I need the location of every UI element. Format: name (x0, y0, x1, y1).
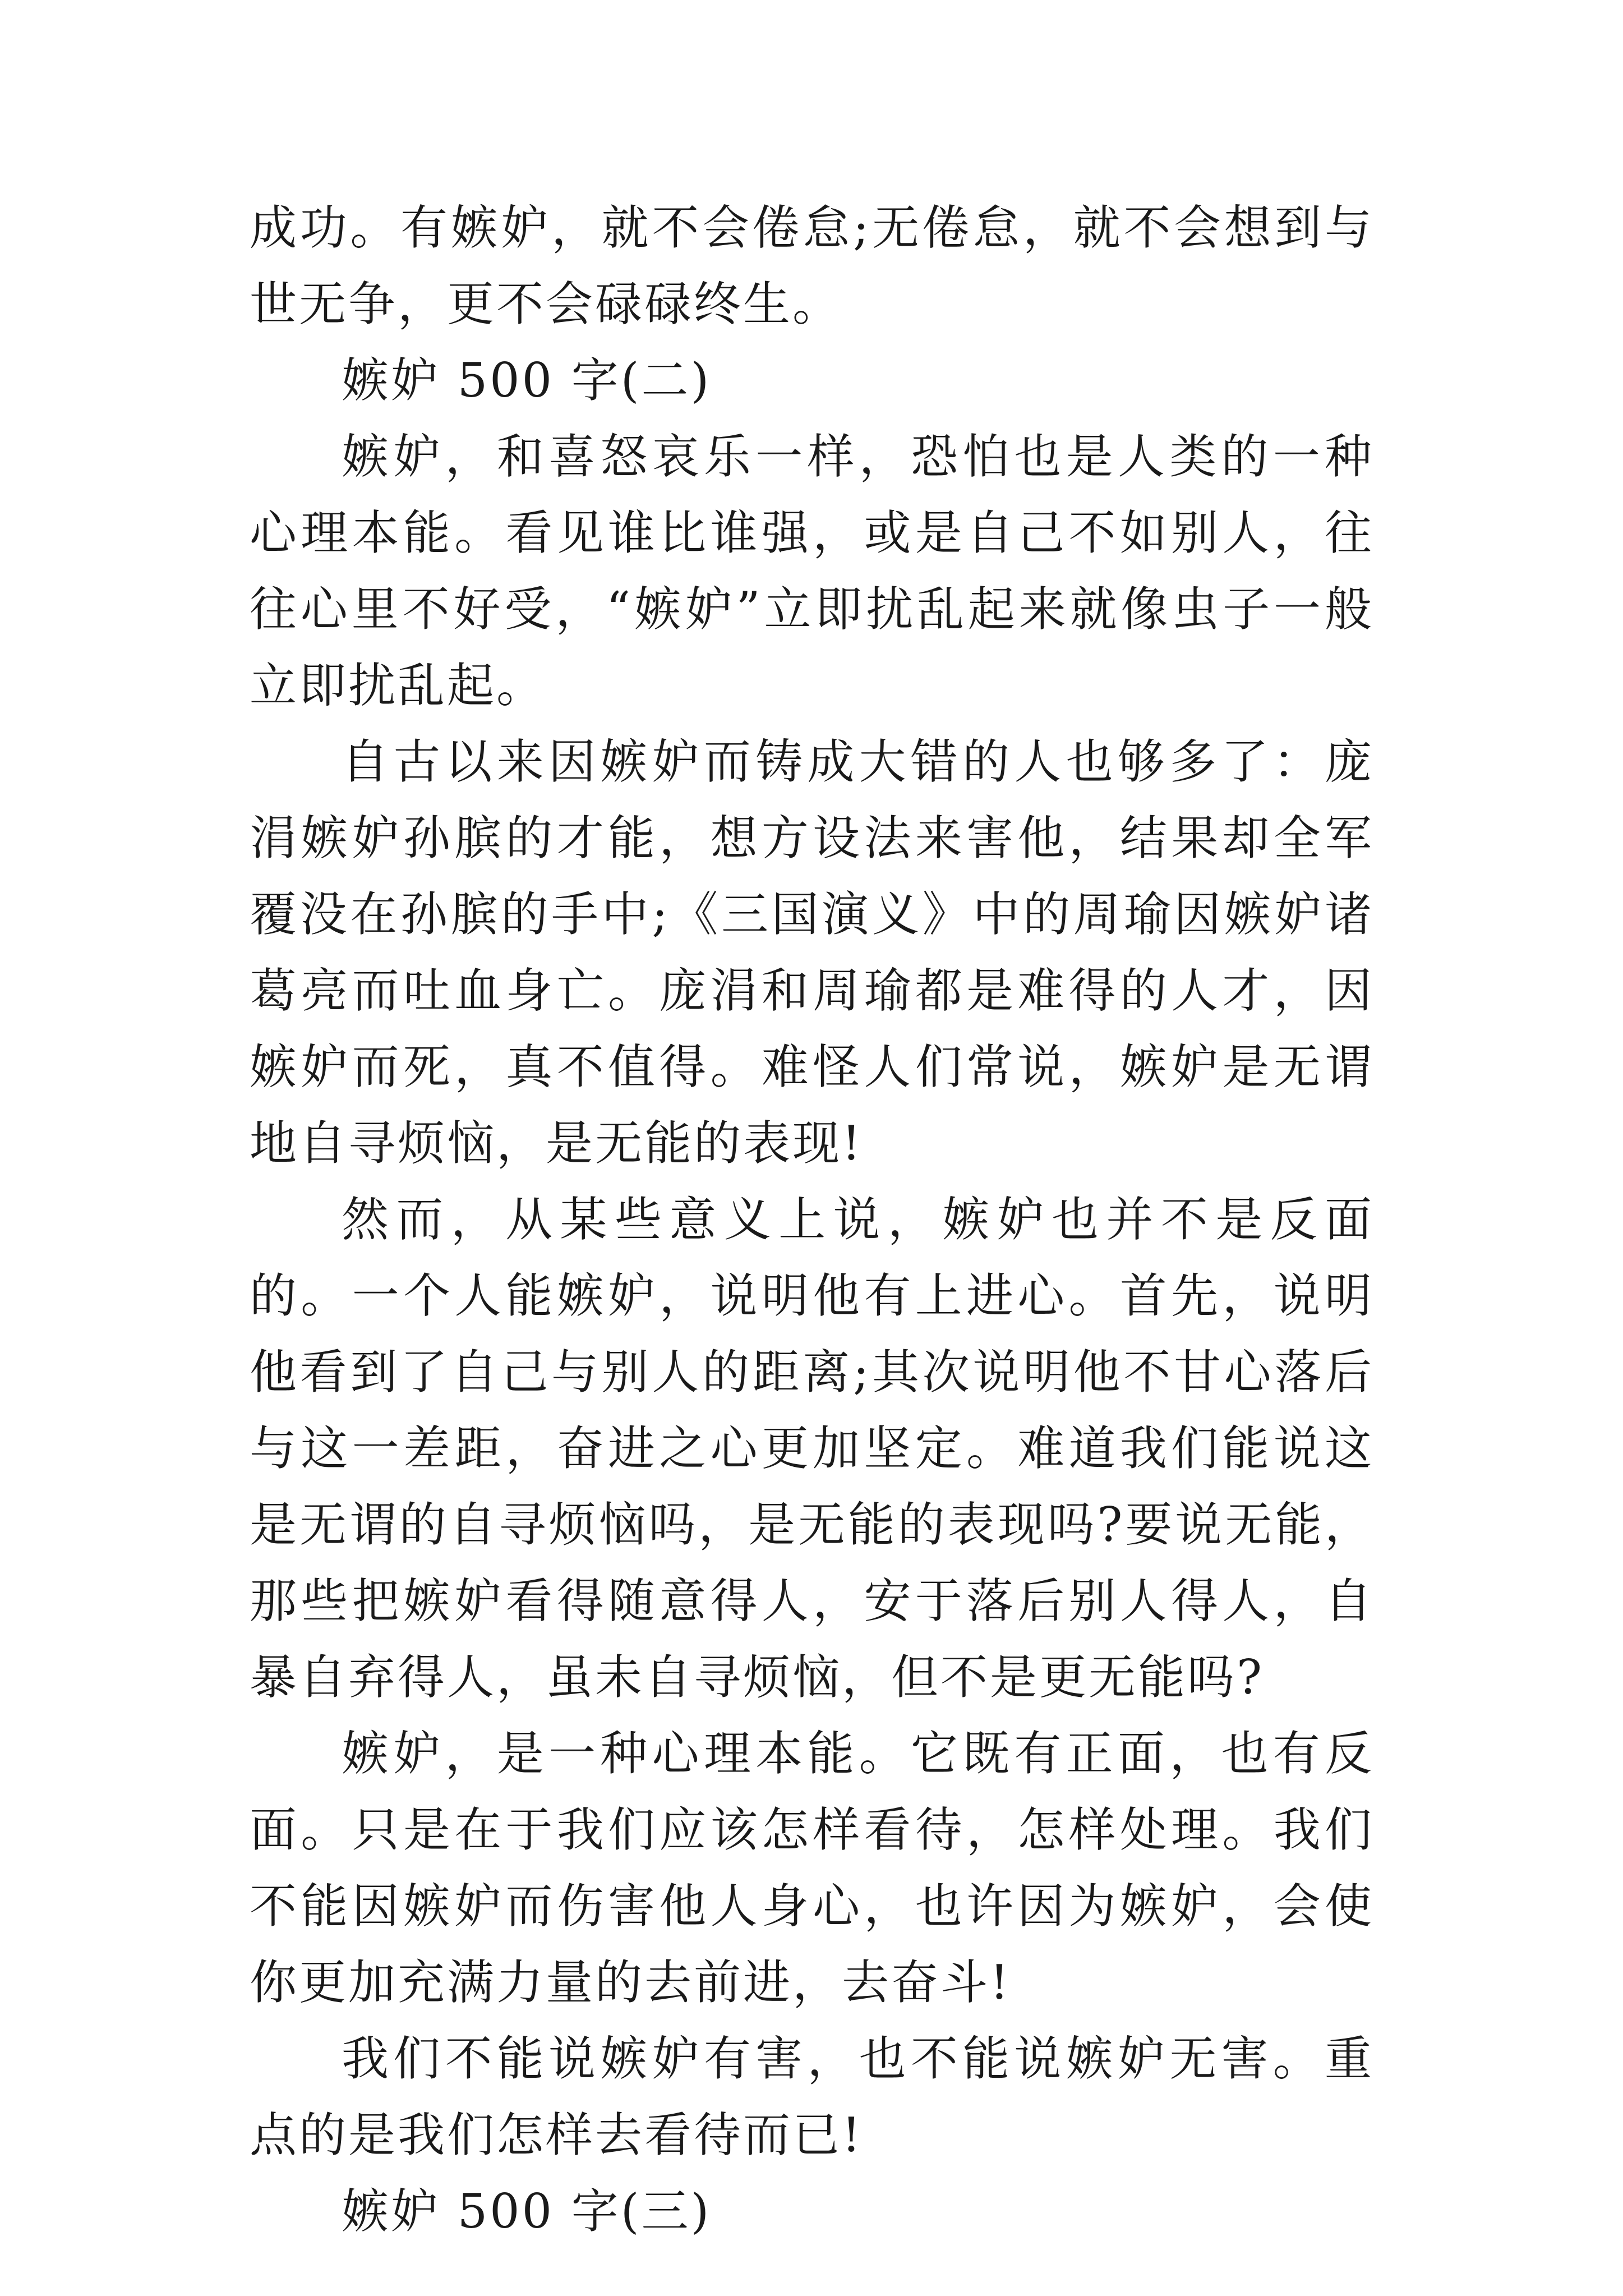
paragraph: 我们不能说嫉妒有害，也不能说嫉妒无害。重点的是我们怎样去看待而已! (250, 2031, 1374, 2162)
section-heading-3: 嫉妒 500 字(三) (342, 2184, 712, 2239)
section-heading-2: 嫉妒 500 字(二) (342, 353, 712, 408)
paragraph-continuation: 成功。有嫉妒，就不会倦怠;无倦怠，就不会想到与世无争，更不会碌碌终生。 (250, 200, 1374, 332)
document-body (250, 190, 1374, 2249)
paragraph: 自古以来因嫉妒而铸成大错的人也够多了：庞涓嫉妒孙膑的才能，想方设法来害他，结果却全军覆没在孙膑的手中;《三国演义》中的周瑜因嫉妒诸葛亮而吐血身亡。庞涓和周瑜都是难得的人才，因嫉妒而死，真不值得。难怪人们常说，嫉妒是无谓地自寻烦恼，是无能的表现! (250, 734, 1374, 1171)
paragraph: 嫉妒，是一种心理本能。它既有正面，也有反面。只是在于我们应该怎样看待，怎样处理。我们不能因嫉妒而伤害他人身心，也许因为嫉妒，会使你更加充满力量的去前进，去奋斗! (250, 1726, 1374, 2010)
paragraph: 然而，从某些意义上说，嫉妒也并不是反面的。一个人能嫉妒，说明他有上进心。首先，说明他看到了自己与别人的距离;其次说明他不甘心落后与这一差距，奋进之心更加坚定。难道我们能说这是无谓的自寻烦恼吗，是无能的表现吗?要说无能，那些把嫉妒看得随意得人，安于落后别人得人，自暴自弃得人，虽未自寻烦恼，但不是更无能吗? (250, 1192, 1374, 1705)
paragraph: 嫉妒，和喜怒哀乐一样，恐怕也是人类的一种心理本能。看见谁比谁强，或是自己不如别人，往往心里不好受，“嫉妒”立即扰乱起来就像虫子一般立即扰乱起。 (250, 429, 1374, 713)
